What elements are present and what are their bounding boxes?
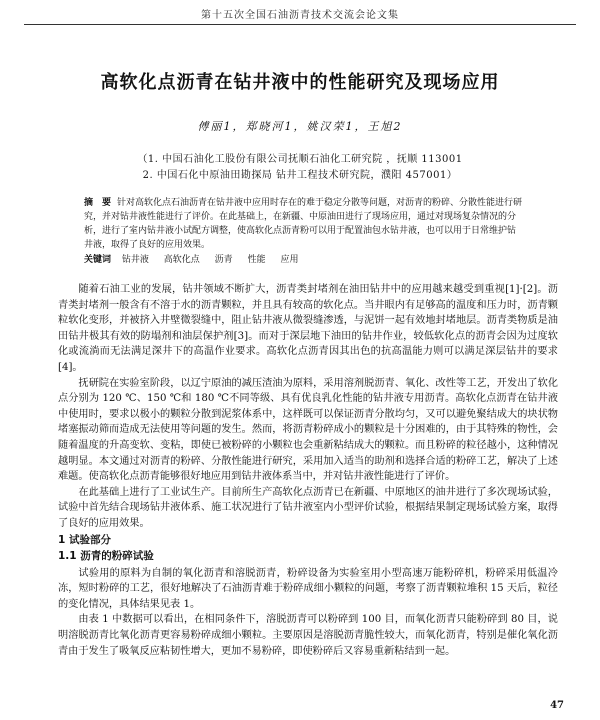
- paragraph: 抚研院在实验室阶段，以辽宁原油的减压渣油为原料，采用溶剂脱沥青、氧化、改性等工艺，开发出了软化点分别为 120 ℃、150 ℃和 180 ℃不同等级、具有优良乳化性能的钻井液专用沥青。高软化点沥青在钻井液中使用时，要求以极小的颗粒分散到泥浆体系中，这样既可以保证沥青分散均匀，又可以避免聚结成大的块状物堵塞振动筛而造成无法使用等问题的发生。然而，将沥青粉碎成小的颗粒是十分困难的，由于其特殊的物性，会随着温度的升高变软、变粘，即使已被粉碎的小颗粒也会重新粘结成大的颗粒。而且粉碎的粒径越小，这种情况越明显。本文通过对沥青的粉碎、分散性能进行研究，采用加入适当的助剂和选择合适的粉碎工艺，解决了上述难题。使高软化点沥青能够很好地应用到钻井液体系当中，并对钻井液性能进行了评价。: [58, 377, 558, 483]
- affiliation-2: 2. 中国石化中原油田勘探局 钻井工程技术研究院，濮阳 457001）: [142, 170, 458, 181]
- abstract-label: 摘 要: [84, 198, 112, 208]
- keyword: 钻井液: [121, 255, 149, 265]
- paragraph: 在此基础上进行了工业试生产。目前所生产高软化点沥青已在新疆、中原地区的油井进行了多次现场试验，试验中首先结合现场钻井液体系、施工状况进行了钻井液室内小型评价试验，根据结果制定现场试验方案，取得了良好的应用效果。: [58, 486, 558, 529]
- body-text: [58, 282, 558, 659]
- page-number: 47: [550, 700, 564, 711]
- abstract: [84, 196, 524, 252]
- subsection-heading: 1.1 沥青的粉碎试验: [58, 550, 154, 563]
- keywords: [84, 252, 524, 265]
- keyword: 性能: [247, 255, 266, 265]
- paper-title: 高软化点沥青在钻井液中的性能研究及现场应用: [100, 72, 500, 93]
- keyword: 应用: [280, 255, 299, 265]
- abstract-text: 针对高软化点石油沥青在钻井液中应用时存在的难于稳定分散等问题，对沥青的粉碎、分散性能进行研究，并对钻井液性能进行了评价。在此基础上，在新疆、中原油田进行了现场应用，通过对现场复杂情况的分析，进行了室内钻井液小试配方调整，使高软化点沥青粉可以用于配置油包水钻井液，也可以用于日常维护钻井液，取得了良好的应用效果。: [84, 198, 523, 250]
- running-head: 第十五次全国石油沥青技术交流会论文集: [201, 10, 399, 21]
- affiliation-1: （1. 中国石油化工股份有限公司抚顺石油化工研究院 ，抚顺 113001: [137, 154, 463, 165]
- paragraph: 由表 1 中数据可以看出，在相同条件下，溶脱沥青可以粉碎到 100 目，而氧化沥青只能粉碎到 80 目，说明溶脱沥青比氧化沥青更容易粉碎成细小颗粒。主要原因是溶脱沥青脆性较大，而氧化沥青，特别是催化氧化沥青由于发生了吸氧反应粘韧性增大，更加不易粉碎，即使粉碎后又容易重新粘结到一起。: [58, 614, 558, 657]
- section-heading: 1 试验部分: [58, 533, 111, 546]
- paragraph: 试验用的原料为自制的氧化沥青和溶脱沥青，粉碎设备为实验室用小型高速万能粉碎机，粉碎采用低温冷冻，短时粉碎的工艺，很好地解决了石油沥青难于粉碎成细小颗粒的问题，考察了沥青颗粒堆积 15 天后，粒径的变化情况，具体结果见表 1。: [58, 567, 558, 610]
- authors: 傅丽1，郑晓河1，姚汉荣1，王旭2: [197, 120, 403, 133]
- keyword: 沥青: [214, 255, 233, 265]
- keywords-label: 关键词: [84, 255, 112, 265]
- keyword: 高软化点: [163, 255, 200, 265]
- header-rule: [24, 24, 576, 25]
- paragraph: 随着石油工业的发展，钻井领域不断扩大，沥青类封堵剂在油田钻井中的应用越来越受到重视[1]·[2]。沥青类封堵剂一般含有不溶于水的沥青颗粒，并且具有较高的软化点。当井眼内有足够高的温度和压力时，沥青颗粒软化变形，并被挤入井壁微裂缝中，阻止钻井液从微裂缝渗透，与泥饼一起有效地封堵地层。沥青类物质是油田钻井极其有效的防塌剂和油层保护剂[3]。而对于深层地下油田的钻井作业，较低软化点的沥青会因为过度软化或流淌而无法满足深井下的高温作业要求。高软化点沥青因其出色的抗高温能力则可以满足深层钻井的要求[4]。: [58, 284, 558, 373]
